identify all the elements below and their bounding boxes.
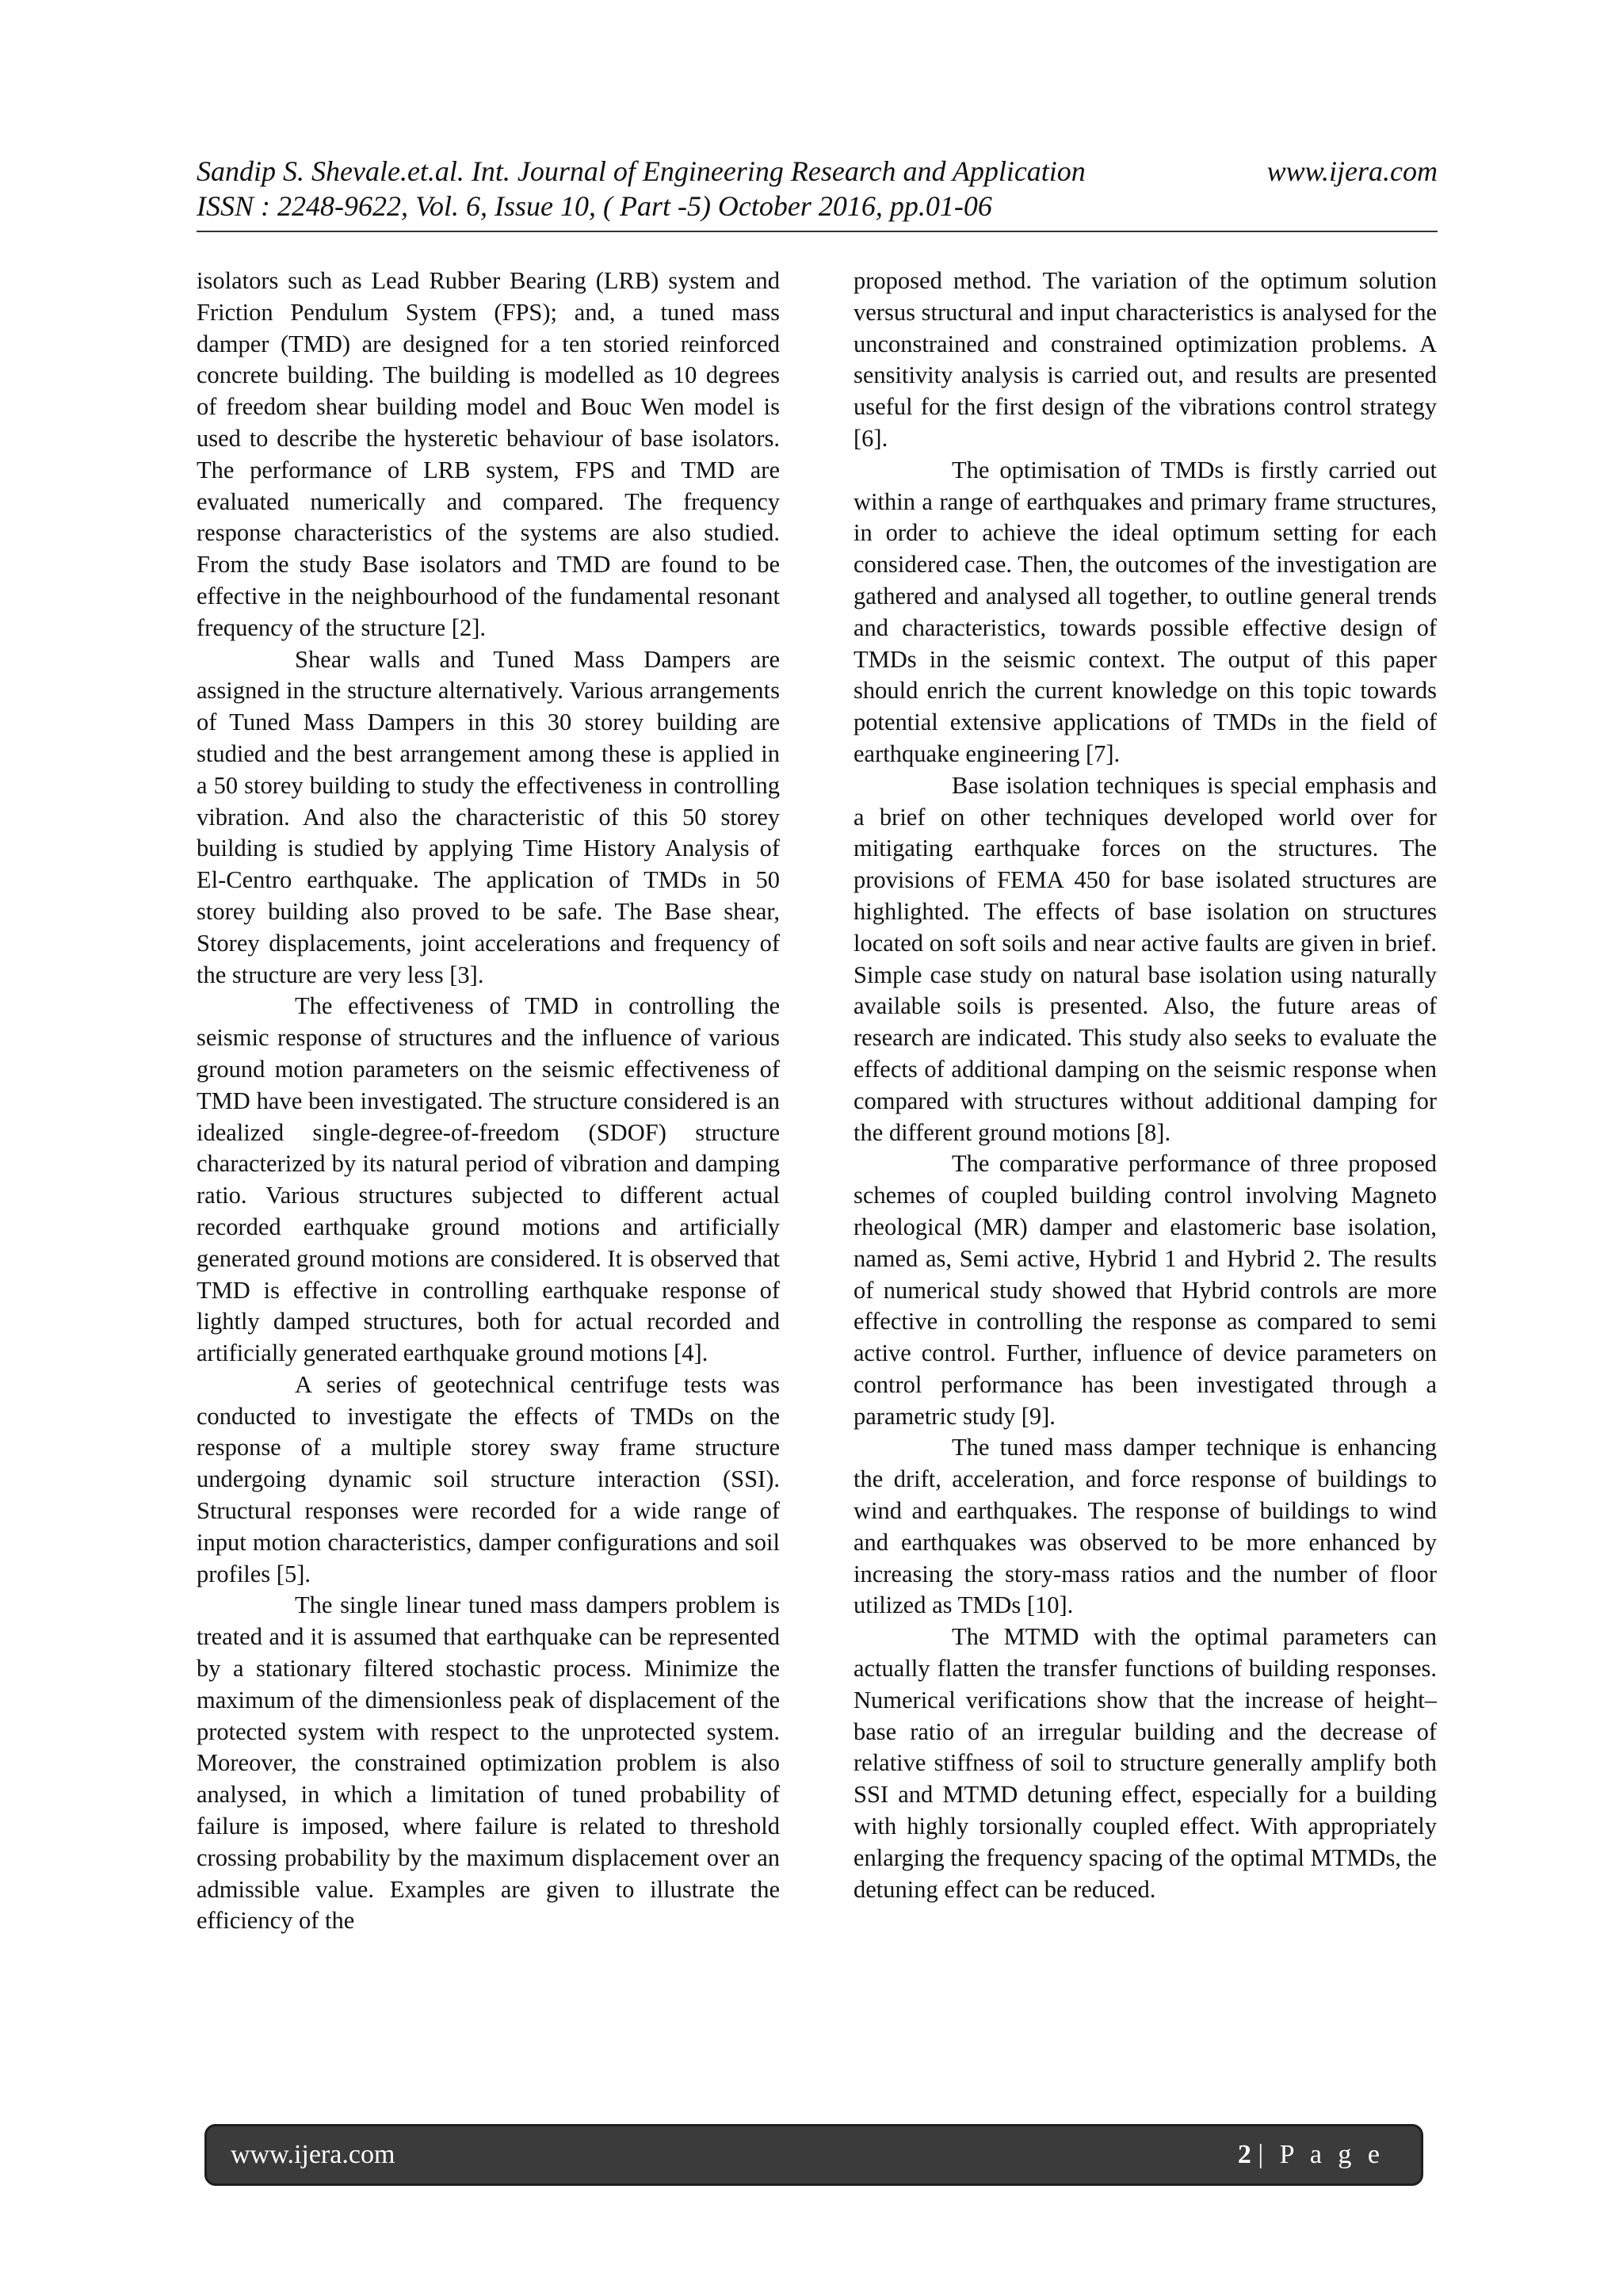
journal-citation: Sandip S. Shevale.et.al. Int. Journal of Engineering Research and Application	[197, 155, 1086, 187]
footer-website: www.ijera.com	[231, 2140, 395, 2169]
paragraph: proposed method. The variation of the optimum solution versus structural and input characteristics is analysed for the unconstrained and constrained optimization problems. A sensitivity analysis is carried out, and results are presented useful for the first design of the vibrations control strategy [6].	[854, 267, 1437, 452]
right-column	[854, 266, 1437, 1905]
paragraph: isolators such as Lead Rubber Bearing (LRB) system and Friction Pendulum System (FPS); and, a tuned mass damper (TMD) are designed for a ten storied reinforced concrete building. The building is modelled as 10 degrees of freedom shear building model and Bouc Wen model is used to describe the hysteretic behaviour of base isolators. The performance of LRB system, FPS and TMD are evaluated numerically and compared. The frequency response characteristics of the systems are also studied. From the study Base isolators and TMD are found to be effective in the neighbourhood of the fundamental resonant frequency of the structure [2].	[197, 267, 780, 641]
page-footer	[204, 2124, 1423, 2186]
paragraph: The comparative performance of three proposed schemes of coupled building control involving Magneto rheological (MR) damper and elastomeric base isolation, named as, Semi active, Hybrid 1 and Hybrid 2. The results of numerical study showed that Hybrid controls are more effective in controlling the response as compared to semi active control. Further, influence of device parameters on control performance has been investigated through a parametric study [9].	[854, 1150, 1437, 1430]
paragraph: Shear walls and Tuned Mass Dampers are assigned in the structure alternatively. Various arrangements of Tuned Mass Dampers in this 30 storey building are studied and the best arrangement among these is applied in a 50 storey building to study the effectiveness in controlling vibration. And also the characteristic of this 50 storey building is studied by applying Time History Analysis of El-Centro earthquake. The application of TMDs in 50 storey building also proved to be safe. The Base shear, Storey displacements, joint accelerations and frequency of the structure are very less [3].	[197, 645, 780, 988]
paragraph: The effectiveness of TMD in controlling the seismic response of structures and the influence of various ground motion parameters on the seismic effectiveness of TMD have been investigated. The structure considered is an idealized single-degree-of-freedom (SDOF) structure characterized by its natural period of vibration and damping ratio. Various structures subjected to different actual recorded earthquake ground motions and artificially generated ground motions are considered. It is observed that TMD is effective in controlling earthquake response of lightly damped structures, both for actual recorded and artificially generated earthquake ground motions [4].	[197, 992, 781, 1367]
paragraph: The optimisation of TMDs is firstly carried out within a range of earthquakes and primary frame structures, in order to achieve the ideal optimum setting for each considered case. Then, the outcomes of the investigation are gathered and analysed all together, to outline general trends and characteristics, towards possible effective design of TMDs in the seismic context. The output of this paper should enrich the current knowledge on this topic towards potential extensive applications of TMDs in the field of earthquake engineering [7].	[854, 456, 1437, 767]
issn-line: ISSN : 2248-9622, Vol. 6, Issue 10, ( Part -5) October 2016, pp.01-06	[197, 190, 992, 222]
page-label: | P a g e	[1258, 2140, 1384, 2169]
header-divider	[197, 231, 1438, 232]
journal-website: www.ijera.com	[1266, 155, 1438, 187]
page-indicator	[1238, 2140, 1384, 2170]
left-column	[197, 266, 780, 1937]
page-header	[197, 154, 1438, 223]
header-line-2	[197, 189, 1438, 223]
paragraph: The single linear tuned mass dampers problem is treated and it is assumed that earthquake can be represented by a stationary filtered stochastic process. Minimize the maximum of the dimensionless peak of displacement of the protected system with respect to the unprotected system. Moreover, the constrained optimization problem is also analysed, in which a limitation of tuned probability of failure is imposed, where failure is related to threshold crossing probability by the maximum displacement over an admissible value. Examples are given to illustrate the efficiency of the	[197, 1591, 780, 1935]
page-number: 2	[1237, 2140, 1251, 2169]
paragraph: The MTMD with the optimal parameters can actually flatten the transfer functions of building responses. Numerical verifications show that the increase of height–base ratio of an irregular building and the decrease of relative stiffness of soil to structure generally amplify both SSI and MTMD detuning effect, especially for a building with highly torsionally coupled effect. With appropriately enlarging the frequency spacing of the optimal MTMDs, the detuning effect can be reduced.	[854, 1623, 1437, 1903]
paragraph: The tuned mass damper technique is enhancing the drift, acceleration, and force response of buildings to wind and earthquakes. The response of buildings to wind and earthquakes was observed to be more enhanced by increasing the story-mass ratios and the number of floor utilized as TMDs [10].	[854, 1434, 1437, 1619]
paragraph: A series of geotechnical centrifuge tests was conducted to investigate the effects of TMDs on the response of a multiple storey sway frame structure undergoing dynamic soil structure interaction (SSI). Structural responses were recorded for a wide range of input motion characteristics, damper configurations and soil profiles [5].	[197, 1370, 780, 1587]
header-line-1	[197, 154, 1438, 189]
paragraph: Base isolation techniques is special emphasis and a brief on other techniques developed world over for mitigating earthquake forces on the structures. The provisions of FEMA 450 for base isolated structures are highlighted. The effects of base isolation on structures located on soft soils and near active faults are given in brief. Simple case study on natural base isolation using naturally available soils is presented. Also, the future areas of research are indicated. This study also seeks to evaluate the effects of additional damping on the seismic response when compared with structures without additional damping for the different ground motions [8].	[854, 771, 1437, 1146]
